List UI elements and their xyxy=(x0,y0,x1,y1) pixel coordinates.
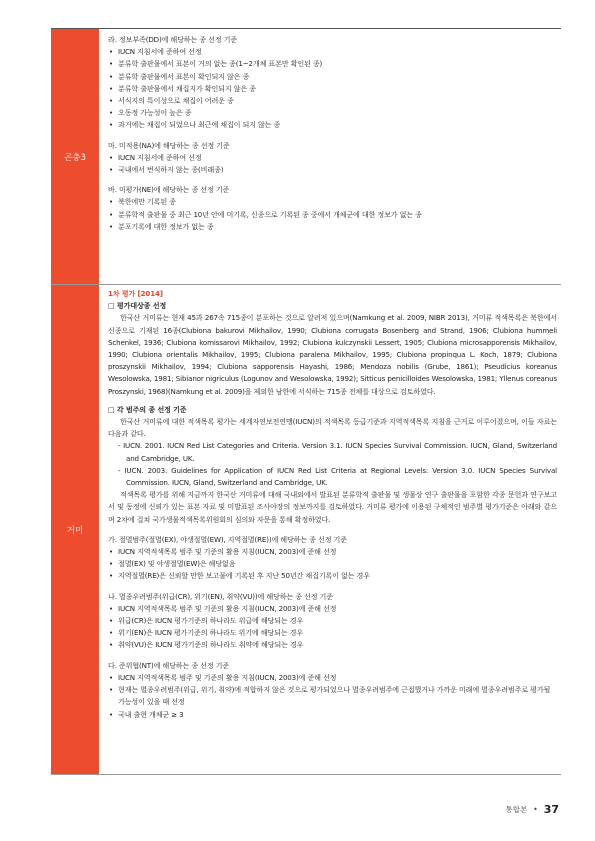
page-footer xyxy=(506,803,560,816)
reference-item: - IUCN. 2003. Guidelines for Application of IUCN Red List Criteria at Regional Levels: Version 3.0. IUCN Species Survival Commission. IUCN, Gland, Switzerland and Cambridge, UK. xyxy=(118,465,557,488)
list-item: • IUCN 지역적색목록 범주 및 기준의 활용 지침(IUCN, 2003)에 준해 선정 xyxy=(108,603,557,615)
list-item: • 현재는 멸종우려범주(위급, 위기, 취약)에 적합하지 않은 것으로 평가되었으나 멸종우려범주에 근접했거나 가까운 미래에 멸종우려범주로 평가될 가능성이 있을 때 선정 xyxy=(108,684,557,708)
footer-section-name: 통합본 xyxy=(505,805,528,814)
list-item: • 분포기록에 대한 정보가 없는 종 xyxy=(108,221,557,233)
list-item: • 분류학적 출판물 중 최근 10년 안에 미기록, 신종으로 기록된 종 중에서 개체군에 대한 정보가 없는 종 xyxy=(108,209,557,221)
list-item: • IUCN 지역적색목록 범주 및 기준의 활용 지침(IUCN, 2003)에 준해 선정 xyxy=(108,546,557,558)
page-number: 37 xyxy=(543,803,559,816)
list-item: • 국내 출현 개체군 ≥ 3 xyxy=(108,709,557,721)
row-spider xyxy=(51,285,561,775)
list-item: • 위기(EN)은 IUCN 평가기준의 하나라도 위기에 해당되는 경우 xyxy=(108,627,557,639)
list-item: • 분류학 출판물에서 채집지가 확인되지 않은 종 xyxy=(108,83,557,95)
list-item: • 지역절멸(RE)은 신뢰할 만한 보고물에 기록된 후 지난 50년간 채집기록이 없는 경우 xyxy=(108,570,557,582)
list-item: • 분류학 출판물에서 표본이 확인되지 않은 종 xyxy=(108,71,557,83)
list-item: • 취약(VU)은 IUCN 평가기준의 하나라도 취약에 해당되는 경우 xyxy=(108,639,557,651)
footer-separator: • xyxy=(533,805,538,814)
row-gonchung xyxy=(51,29,561,285)
group-heading-na: 나. 멸종우려범주(위급(CR), 위기(EN), 취약(VU))에 해당하는 종 선정 기준 xyxy=(108,591,333,601)
list-item: • IUCN 지역적색목록 범주 및 기준의 활용 지침(IUCN, 2003)에 준해 선정 xyxy=(108,672,557,684)
round-title: 1차 평가 [2014] xyxy=(108,289,163,298)
process-paragraph: 적색목록 평가를 위해 지금까지 한국산 거미류에 대해 국내외에서 발표된 분류학적 출판물 및 생물상 연구 출판물을 포함한 각종 문헌과 연구보고서 및 동정에 신뢰가 있는 표본 자료 및 미발표된 조사야장의 정보까지를 검토하였다. 거미류 평가에 이용된 구체적인 범주별 평가기준은 아래와 같으며 2차에 걸쳐 국가생물적색목록위원회의 심의와 자문을 통해 확정하였다. xyxy=(108,490,557,524)
target-paragraph: 한국산 거미류는 현재 45과 267속 715종이 분포하는 것으로 알려져 있으며(Namkung et al. 2009, NIBR 2013), 거미류 적색목록은 북한에서 신종으로 기재된 16종(Clubiona bakurovi Mikhailov, 1990; Clubiona corrugata Bosenberg and Strand, 1906; Clubiona hummeli Schenkel, 1936; Clubiona komissarovi Mikhailov, 1992; Clubiona kulczynskii Lessert, 1905; Clubiona microsapporensis Mikhailov, 1990; Clubiona orientalis Mikhailov, 1995; Clubiona paralena Mikhailov, 1995; Clubiona propinqua L. Koch, 1879; Clubiona proszynskii Mikhailov, 1994; Clubiona sapporensis Hayashi, 1986; Mendoza nobilis (Grube, 1861); Pseudicius koreanus Wesolowska, 1981; Sibianor nigriculus (Logunov and Wesolowska, 1992); Sitticus penicilloides Wesolowska, 1981; Yllenus coreanus Proszynski, 1968)(Namkung et al. 2009)을 제외한 남한에 서식하는 715종 전체를 대상으로 검토하였다. xyxy=(108,313,557,396)
list-item: • 국내에서 번식하지 않는 종(비래종) xyxy=(108,164,557,176)
target-heading: □ 평가대상종 선정 xyxy=(108,301,167,311)
list-item: • 위급(CR)은 IUCN 평가기준의 하나라도 위급에 해당되는 경우 xyxy=(108,615,557,627)
row-content-spider xyxy=(99,285,561,774)
group-heading-da: 다. 준위협(NT)에 해당하는 종 선정 기준 xyxy=(108,660,230,670)
group-heading-ra: 라. 정보부족(DD)에 해당하는 종 선정 기준 xyxy=(108,35,238,44)
list-item: • 분류학 출판물에서 표본이 거의 없는 종(1~2개체 표본만 확인된 종) xyxy=(108,58,557,70)
criteria-table xyxy=(51,28,561,775)
group-heading-ba: 바. 미평가(NE)에 해당하는 종 선정 기준 xyxy=(108,185,230,195)
group-heading-ga: 가. 절멸범주(절멸(EX), 야생절멸(EW), 지역절멸(RE))에 해당하는 종 선정 기준 xyxy=(108,534,347,544)
reference-item: - IUCN. 2001. IUCN Red List Categories and Criteria. Version 3.1. IUCN Species Survival Commission. IUCN, Gland, Switzerland and Cambridge, UK. xyxy=(118,441,557,463)
row-content-gonchung xyxy=(99,29,561,284)
criteria-paragraph: 한국산 거미류에 대한 적색목록 평가는 세계자연보전연맹(IUCN)의 적색목록 등급기준과 지역적색목록 지침을 근거로 이루어졌으며, 이들 자료는 다음과 같다. xyxy=(108,417,557,439)
list-item: • 과거에는 채집이 되었으나 최근에 채집이 되지 않는 종 xyxy=(108,119,557,131)
list-item: • 북한에만 기록된 종 xyxy=(108,196,557,208)
list-item: • 오동정 가능성이 높은 종 xyxy=(108,107,557,119)
list-item: • 절멸(EX) 및 야생절멸(EW)은 해당없음 xyxy=(108,558,557,570)
list-item: • IUCN 지침서에 준하여 선정 xyxy=(108,46,557,58)
list-item: • IUCN 지침서에 준하여 선정 xyxy=(108,152,557,164)
group-heading-ma: 마. 미적용(NA)에 해당하는 종 선정 기준 xyxy=(108,140,230,150)
criteria-heading: □ 각 범주의 종 선정 기준 xyxy=(108,404,187,414)
row-label-gonchung: 곤충3 xyxy=(51,29,99,284)
list-item: • 서식지의 특이성으로 채집이 어려운 종 xyxy=(108,95,557,107)
row-label-spider: 거미 xyxy=(51,285,99,774)
